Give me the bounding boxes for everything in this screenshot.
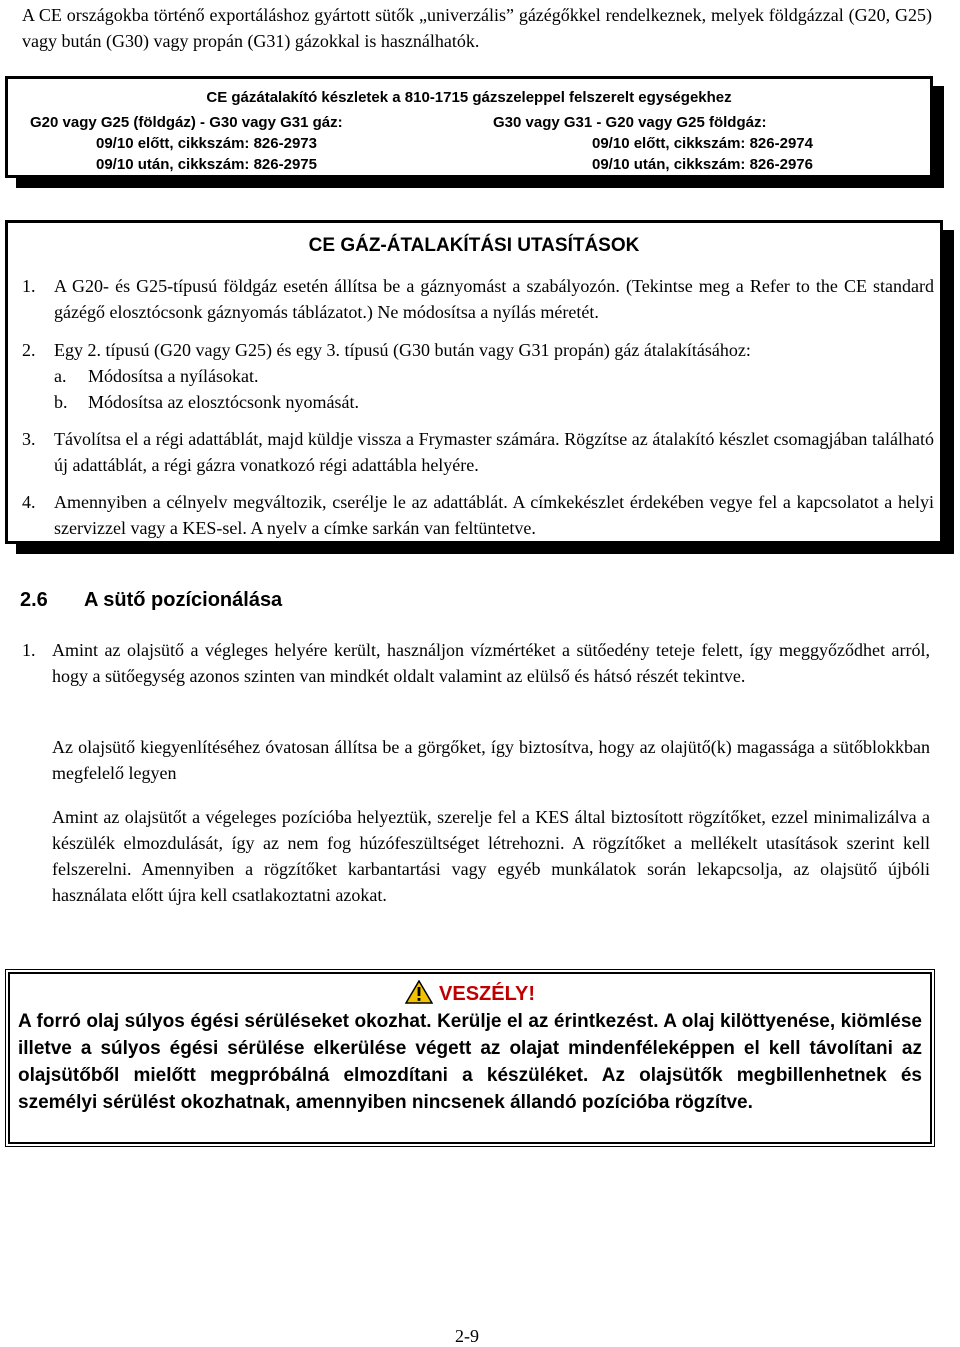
conversion-right-column: [493, 112, 933, 175]
instructions-box: [5, 220, 943, 544]
instruction-number: 2.: [22, 340, 36, 360]
instruction-number: 4.: [22, 492, 36, 512]
left-heading: G20 vagy G25 (földgáz) - G30 vagy G31 gáz:: [30, 114, 343, 131]
section-number: 2.6: [20, 589, 48, 611]
instruction-item: [22, 337, 934, 363]
paragraph-text: Az olajsütő kiegyenlítéséhez óvatosan állítsa be a görgőket, így biztosítva, hogy az olajütő(k) magassága a sütőblokkban megfelelő legyen: [52, 737, 930, 783]
instruction-number: 1.: [22, 276, 36, 296]
positioning-paragraph-2: [22, 734, 930, 786]
paragraph-text: Amint az olajsütőt a végeleges pozícióba helyeztük, szerelje fel a KES által biztosított rögzítőket, ezzel minimalizálva a készülék elmozdulását, így az nem fog húzófeszültséget létrehozni. A rögzítőket a mellékelt utasítások szerint kell felszerelni. Amennyiben a rögzítőket karbantartási vagy egyéb munkálatok során lekapcsolja, az olajsütő újbóli használata előtt újra kell csatlakoztatni azokat.: [52, 807, 930, 905]
left-after-part: 09/10 után, cikkszám: 826-2975: [96, 156, 317, 173]
conversion-kits-box: [5, 76, 933, 178]
conversion-box-title: CE gázátalakító készletek a 810-1715 gázszeleppel felszerelt egységekhez: [206, 89, 732, 106]
paragraph-number: 1.: [22, 640, 36, 660]
paragraph-text: Amint az olajsütő a végleges helyére került, használjon vízmértéket a sütőedény teteje felett, így meggyőződhet arról, hogy a sütőegység azonos szinten van mindkét oldalt valamint az elülső és hátsó részét tekintve.: [52, 640, 930, 686]
section-title: A sütő pozícionálása: [84, 589, 283, 611]
instructions-title: CE GÁZ-ÁTALAKÍTÁSI UTASÍTÁSOK: [308, 235, 640, 256]
instruction-item: [22, 489, 934, 541]
warning-label: VESZÉLY!: [439, 983, 535, 1005]
warning-triangle-icon: [405, 980, 433, 1004]
positioning-paragraph-1: [22, 637, 930, 689]
right-before-part: 09/10 előtt, cikkszám: 826-2974: [592, 135, 813, 152]
intro-paragraph: [22, 2, 932, 54]
positioning-paragraph-3: [22, 804, 930, 908]
instruction-text: Egy 2. típusú (G20 vagy G25) és egy 3. típusú (G30 bután vagy G31 propán) gáz átalakításához:: [54, 340, 751, 360]
intro-text: A CE országokba történő exportáláshoz gyártott sütők „univerzális” gázégőkkel rendelkeznek, melyek földgázzal (G20, G25) vagy bután (G30) vagy propán (G31) gázokkal is használhatók.: [22, 5, 932, 51]
danger-warning-box: [8, 972, 932, 1144]
right-after-part: 09/10 után, cikkszám: 826-2976: [592, 156, 813, 173]
instruction-item: [22, 273, 934, 325]
left-before-part: 09/10 előtt, cikkszám: 826-2973: [96, 135, 317, 152]
instruction-text: A G20- és G25-típusú földgáz esetén állítsa be a gáznyomást a szabályozón. (Tekintse meg a Refer to the CE standard gázégő elosztócsonk gáznyomás táblázatot.) Ne módosítsa a nyílás méretét.: [54, 276, 934, 322]
warning-header: [10, 980, 930, 1006]
instruction-text: Amennyiben a célnyelv megváltozik, cserélje le az adattáblát. A címkekészlet érdekében vegye fel a kapcsolatot a helyi szervizzel vagy a KES-sel. A nyelv a címke sarkán van feltüntetve.: [54, 492, 934, 538]
subitem-letter: b.: [54, 392, 68, 412]
instruction-number: 3.: [22, 429, 36, 449]
instruction-subitem: [54, 389, 359, 415]
right-heading: G30 vagy G31 - G20 vagy G25 földgáz:: [493, 114, 767, 131]
instruction-item: [22, 426, 934, 478]
page-number: 2-9: [455, 1326, 479, 1346]
warning-text: A forró olaj súlyos égési sérüléseket okozhat. Kerülje el az érintkezést. A olaj kilöttyenése, kiömlése illetve a súlyos égési sérülése elkerülése végett az olajat mindenféleképpen el kell távolítani az olajsütőből mielőtt megpróbálná elmozdítani a készüléket. Az olajsütők megbillenhetnek és személyi sérülést okozhatnak, amennyiben nincsenek állandó pozícióba rögzítve.: [18, 1011, 922, 1113]
instruction-text: Távolítsa el a régi adattáblát, majd küldje vissza a Frymaster számára. Rögzítse az átalakító készlet csomagjában található új adattáblát, a régi gázra vonatkozó régi adattábla helyére.: [54, 429, 934, 475]
conversion-left-column: [30, 112, 480, 175]
subitem-text: Módosítsa az elosztócsonk nyomását.: [88, 392, 359, 412]
section-heading: [20, 589, 282, 612]
subitem-letter: a.: [54, 366, 67, 386]
instruction-subitem: [54, 363, 258, 389]
subitem-text: Módosítsa a nyílásokat.: [88, 366, 259, 386]
